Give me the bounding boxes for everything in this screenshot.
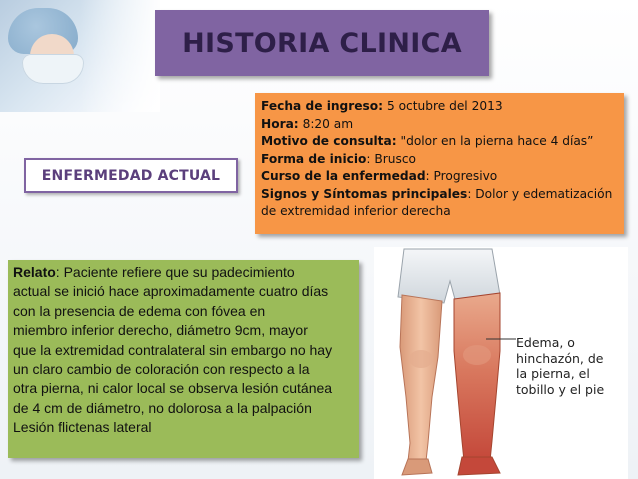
motivo-label: Motivo de consulta: bbox=[261, 134, 397, 148]
forma-row bbox=[261, 151, 618, 169]
relato-box bbox=[8, 260, 359, 458]
relato-line: con la presencia de edema con fóvea en bbox=[13, 302, 266, 319]
forma-label: Forma de inicio bbox=[261, 151, 367, 166]
admission-info-box bbox=[255, 93, 624, 234]
normal-foot bbox=[402, 459, 432, 475]
hora-label: Hora: bbox=[261, 116, 299, 131]
leg-edema-illustration bbox=[374, 247, 628, 479]
relato-line: Lesión flictenas lateral bbox=[13, 419, 152, 436]
relato-line: miembro inferior derecho, diámetro 9cm, mayor bbox=[13, 322, 308, 339]
relato-line: actual se inició hace aproximadamente cuatro días bbox=[13, 283, 329, 300]
fecha-label: Fecha de ingreso: bbox=[261, 99, 384, 113]
motivo-value: "dolor en la pierna hace 4 días” bbox=[400, 134, 594, 148]
signos-label: Signos y Síntomas principales bbox=[261, 186, 468, 201]
page-title: HISTORIA CLINICA bbox=[182, 27, 462, 59]
photo-fade bbox=[80, 0, 160, 112]
relato-line: un claro cambio de coloración con respecto a la bbox=[13, 361, 310, 378]
swollen-leg bbox=[454, 293, 500, 461]
hora-row bbox=[261, 116, 618, 134]
normal-knee bbox=[409, 350, 433, 368]
motivo-row bbox=[261, 133, 618, 151]
edema-caption-line: la pierna, el bbox=[516, 366, 590, 381]
relato-label: Relato bbox=[13, 264, 56, 280]
curso-label: Curso de la enfermedad bbox=[261, 169, 426, 183]
edema-caption-line: tobillo y el pie bbox=[516, 381, 605, 397]
fecha-row bbox=[261, 98, 618, 116]
surgeon-photo bbox=[0, 0, 160, 112]
relato-line-text: : Paciente refiere que su padecimiento bbox=[55, 264, 295, 280]
title-banner bbox=[155, 10, 489, 76]
signos-row bbox=[261, 186, 618, 204]
swollen-knee bbox=[463, 345, 491, 365]
edema-caption-line: Edema, o bbox=[516, 335, 575, 350]
curso-row bbox=[261, 168, 618, 186]
relato-line bbox=[13, 263, 354, 282]
normal-leg bbox=[400, 295, 442, 461]
signos-value: : Dolor y edematización bbox=[467, 186, 613, 201]
section-label: ENFERMEDAD ACTUAL bbox=[41, 167, 221, 184]
surgical-mask bbox=[22, 54, 84, 84]
section-label-box bbox=[24, 158, 238, 193]
forma-value: : Brusco bbox=[366, 151, 417, 166]
fecha-value: 5 octubre del 2013 bbox=[386, 99, 503, 113]
hora-value: 8:20 am bbox=[302, 116, 354, 131]
signos-row-continued: de extremidad inferior derecha bbox=[261, 204, 451, 218]
relato-line: que la extremidad contralateral sin embargo no hay bbox=[13, 341, 333, 358]
edema-caption bbox=[516, 335, 628, 397]
edema-caption-line: hinchazón, de bbox=[516, 350, 604, 366]
curso-value: : Progresivo bbox=[425, 169, 498, 183]
relato-line: otra pierna, ni calor local se observa lesión cutánea bbox=[13, 380, 333, 397]
relato-line: de 4 cm de diámetro, no dolorosa a la palpación bbox=[13, 399, 312, 416]
swollen-foot bbox=[458, 457, 500, 475]
